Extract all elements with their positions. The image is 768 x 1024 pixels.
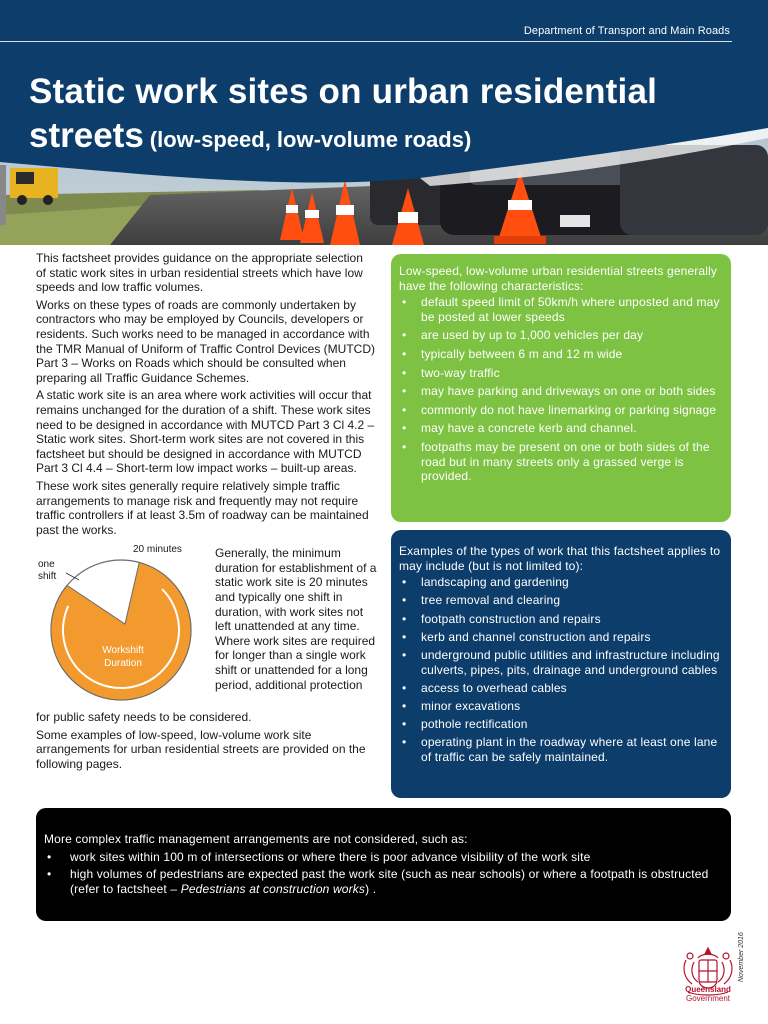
queensland-government-logo-text xyxy=(672,985,744,1003)
bullet: • xyxy=(402,402,407,417)
bullet: • xyxy=(402,735,407,750)
list-item-text-end: ) . xyxy=(365,881,377,896)
bullet: • xyxy=(402,328,407,343)
work-types-box xyxy=(391,530,731,798)
exclusions-box xyxy=(36,808,731,921)
page-title-streets: streets xyxy=(29,116,144,155)
list-item xyxy=(399,717,721,732)
list-item xyxy=(399,347,721,362)
bullet: • xyxy=(402,611,407,626)
list-item-text: default speed limit of 50km/h where unposted and may be posted at lower speeds xyxy=(421,295,720,324)
exclusions-list xyxy=(44,850,721,897)
bullet: • xyxy=(402,680,407,695)
list-item xyxy=(399,440,721,484)
label-one-shift-1: one xyxy=(38,559,55,571)
bullet: • xyxy=(47,849,52,864)
workshift-duration-diagram xyxy=(36,540,206,710)
list-item-text: commonly do not have linemarking or parking signage xyxy=(421,402,717,417)
list-item xyxy=(399,735,721,764)
bullet: • xyxy=(402,717,407,732)
duration-paragraph: Generally, the minimum duration for establishment of a static work site is 20 minutes and typically one shift in duration, with work sites not left unattended at any time. Where work sites are required for longer than a single work shift or unattended for a long period, additional protection xyxy=(215,546,377,692)
list-item-text: two-way traffic xyxy=(421,365,500,380)
publication-date-text: November 2016 xyxy=(738,932,745,982)
factsheet-reference: Pedestrians at construction works xyxy=(180,881,366,896)
intro-paragraph-2: Works on these types of roads are commonly undertaken by contractors who may be employed by Councils, developers or residents. Such works need to be managed in accordance with the TMR Manual of Uniform of Traffic Control Devices (MUTCD) Part 3 – Works on Roads which should be consulted when preparing all Traffic Guidance Schemes. xyxy=(36,297,375,385)
list-item xyxy=(399,421,721,436)
list-item xyxy=(44,867,721,896)
exclusions-intro: More complex traffic management arrangements are not considered, such as: xyxy=(44,832,468,846)
work-types-intro: Examples of the types of work that this factsheet applies to may include (but is not limited to): xyxy=(399,544,721,573)
logo-government: Government xyxy=(685,994,731,1003)
list-item-text: typically between 6 m and 12 m wide xyxy=(421,346,623,361)
list-item-text: may have a concrete kerb and channel. xyxy=(421,421,637,436)
bullet: • xyxy=(402,421,407,436)
bullet: • xyxy=(402,439,407,454)
list-item-text: access to overhead cables xyxy=(421,680,567,695)
list-item xyxy=(44,850,721,865)
page-title-line1: Static work sites on urban residential xyxy=(29,72,658,111)
list-item xyxy=(399,295,721,324)
list-item xyxy=(399,681,721,696)
label-one-shift-2: shift xyxy=(38,571,57,583)
list-item-text: landscaping and gardening xyxy=(421,575,569,590)
page-title-line2 xyxy=(29,116,471,156)
bullet: • xyxy=(402,384,407,399)
list-item-text: operating plant in the roadway where at least one lane of traffic can be safely maintained. xyxy=(421,735,718,764)
list-item-text: pothole rectification xyxy=(421,717,528,732)
closing-paragraph: Some examples of low-speed, low-volume work site arrangements for urban residential streets are provided on the following pages. xyxy=(36,727,366,772)
list-item xyxy=(399,648,721,677)
bullet: • xyxy=(402,295,407,310)
list-item xyxy=(399,699,721,714)
list-item xyxy=(399,593,721,608)
list-item-text: footpath construction and repairs xyxy=(421,611,601,626)
bullet: • xyxy=(402,593,407,608)
bullet: • xyxy=(402,647,407,662)
list-item xyxy=(399,366,721,381)
publication-date xyxy=(738,930,754,990)
intro-paragraph-1: This factsheet provides guidance on the appropriate selection of static work sites in urban residential streets which have low speeds and low traffic volumes. xyxy=(36,251,363,295)
intro-paragraph-4: These work sites generally require relatively simple traffic arrangements to manage risk and frequently may not require traffic controllers if at least 3.5m of roadway can be maintained past the works. xyxy=(36,478,369,537)
department-name: Department of Transport and Main Roads xyxy=(523,25,730,37)
work-types-list xyxy=(399,575,721,764)
bullet: • xyxy=(402,365,407,380)
label-20-minutes: 20 minutes xyxy=(133,544,182,556)
logo-queensland: Queensland xyxy=(685,985,731,994)
list-item-text: footpaths may be present on one or both sides of the road but in many streets only a grassed verge is provided. xyxy=(421,439,710,484)
list-item-text: kerb and channel construction and repairs xyxy=(421,629,651,644)
characteristics-intro: Low-speed, low-volume urban residential streets generally have the following characteristics: xyxy=(399,264,718,293)
list-item-text: may have parking and driveways on one or both sides xyxy=(421,384,716,399)
list-item xyxy=(399,403,721,418)
list-item xyxy=(399,630,721,645)
list-item-text: are used by up to 1,000 vehicles per day xyxy=(421,328,644,343)
list-item-text: tree removal and clearing xyxy=(421,593,561,608)
duration-paragraph-tail: for public safety needs to be considered. xyxy=(36,710,252,725)
bullet: • xyxy=(402,346,407,361)
list-item-text: minor excavations xyxy=(421,698,521,713)
page-subtitle: (low-speed, low-volume roads) xyxy=(149,127,472,152)
label-duration: Duration xyxy=(104,658,142,670)
list-item xyxy=(399,384,721,399)
characteristics-list xyxy=(399,295,721,484)
list-item xyxy=(399,328,721,343)
intro-column xyxy=(36,251,376,775)
duration-section xyxy=(36,540,376,710)
header-banner xyxy=(0,0,768,245)
list-item xyxy=(399,612,721,627)
list-item-text: underground public utilities and infrastructure including culverts, pipes, pits, drainage and underground cables xyxy=(421,647,720,677)
bullet: • xyxy=(402,698,407,713)
intro-paragraph-3: A static work site is an area where work activities will occur that remains unchanged for the duration of a shift. These work sites need to be designed in accordance with MUTCD Part 3 Cl 4.2 – Static work sites. Short-term work sites are not covered in this factsheet but should be designed in accordance with MUTCD Part 3 Cl 4.4 – Short-term low impact works – built-up areas. xyxy=(36,388,375,476)
header-rule xyxy=(0,41,732,42)
bullet: • xyxy=(402,575,407,590)
list-item xyxy=(399,575,721,590)
list-item-text: work sites within 100 m of intersections or where there is poor advance visibility of the work site xyxy=(70,849,591,864)
bullet: • xyxy=(47,867,52,882)
bullet: • xyxy=(402,629,407,644)
label-workshift: Workshift xyxy=(102,645,144,657)
list-item-text: high volumes of pedestrians are expected past the work site (such as near schools) or where a footpath is obstructed (refer to factsheet – xyxy=(70,867,709,896)
characteristics-box xyxy=(391,254,731,522)
